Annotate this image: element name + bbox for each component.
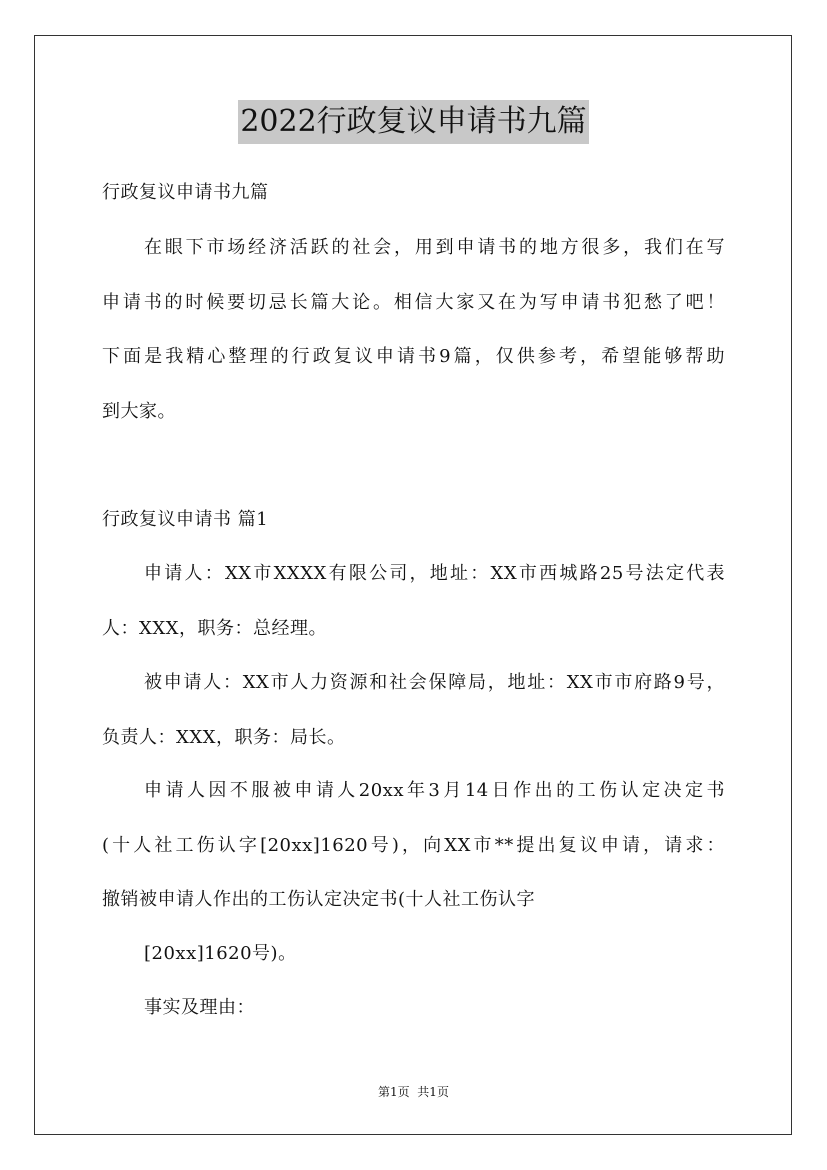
request-line-2: (十人社工伤认字[20xx]1620号)，向XX市**提出复议申请，请求：	[102, 835, 725, 856]
applicant-line-2: 人：XXX，职务：总经理。	[102, 618, 327, 639]
section-heading: 行政复议申请书 篇1	[102, 509, 269, 530]
document-subtitle: 行政复议申请书九篇	[102, 182, 269, 203]
intro-line-1: 在眼下市场经济活跃的社会，用到申请书的地方很多，我们在写	[144, 237, 725, 258]
intro-line-2: 申请书的时候要切忌长篇大论。相信大家又在为写申请书犯愁了吧！	[102, 292, 725, 313]
respondent-line-1: 被申请人：XX市人力资源和社会保障局，地址：XX市市府路9号，	[144, 672, 725, 693]
title-container	[0, 100, 827, 144]
document-title: 2022行政复议申请书九篇	[238, 100, 588, 144]
page-footer: 第1页 共1页	[378, 1085, 449, 1099]
applicant-line-1: 申请人：XX市XXXX有限公司，地址：XX市西城路25号法定代表	[144, 563, 725, 584]
intro-line-3: 下面是我精心整理的行政复议申请书9篇，仅供参考，希望能够帮助	[102, 346, 725, 367]
respondent-line-2: 负责人：XXX，职务：局长。	[102, 727, 346, 748]
request-line-3: 撤销被申请人作出的工伤认定决定书(十人社工伤认字	[102, 889, 536, 910]
request-line-4: [20xx]1620号)。	[144, 943, 297, 964]
intro-line-4: 到大家。	[102, 401, 176, 422]
request-line-1: 申请人因不服被申请人20xx年3月14日作出的工伤认定决定书	[144, 780, 725, 801]
facts-heading: 事实及理由：	[144, 997, 255, 1018]
